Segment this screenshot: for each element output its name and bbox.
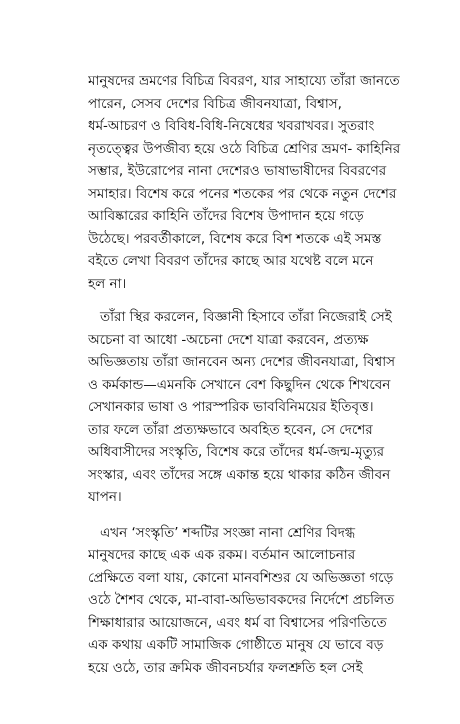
- text-line: মানুষদের ভ্রমণের বিচিত্র বিবরণ, যার সাহায্যে তাঁরা জানতে: [88, 73, 400, 89]
- paragraph-2: [88, 306, 406, 509]
- text-line: অভিজ্ঞতায় তাঁরা জানবেন অন্য দেশের জীবনযাত্রা, বিশ্বাস: [88, 354, 396, 370]
- text-line: হয়ে ওঠে, তার ক্রমিক জীবনচর্যার ফলশ্রুতি হল সেই: [88, 659, 363, 676]
- text-line: সংস্কার, এবং তাঁদের সঙ্গে একান্ত হয়ে থাকার কঠিন জীবন: [88, 466, 391, 483]
- text-line: আবিষ্কারের কাহিনি তাঁদের বিশেষ উপাদান হয়ে গড়ে: [88, 208, 364, 224]
- text-line: এখন ‘সংস্কৃতি’ শব্দটির সংজ্ঞা নানা শ্রেণির বিদগ্ধ: [100, 524, 356, 541]
- text-line: এক কথায় একটি সামাজিক গোষ্ঠীতে মানুষ যে ভাবে বড়: [88, 637, 384, 653]
- text-line: প্রেক্ষিতে বলা যায়, কোনো মানবশিশুর যে অভিজ্ঞতা গড়ে: [88, 569, 394, 586]
- text-line: হল না।: [88, 275, 127, 292]
- text-line: পারেন, সেসব দেশের বিচিত্র জীবনযাত্রা, বিশ্বাস,: [88, 95, 342, 112]
- text-line: সম্ভার, ইউরোপের নানা দেশেরও ভাষাভাষীদের বিবরণের: [88, 163, 387, 179]
- text-line: অধিবাসীদের সংস্কৃতি, বিশেষ করে তাঁদের ধর্ম-জন্ম-মৃত্যুর: [88, 444, 385, 460]
- paragraph-1: [88, 70, 406, 295]
- text-line: উঠেছে। পরবর্তীকালে, বিশেষ করে বিশ শতকে এই সমস্ত: [88, 230, 382, 247]
- text-line: নৃতত্ত্বের উপজীব্য হয়ে ওঠে বিচিত্র শ্রেণির ভ্রমণ- কাহিনির: [88, 140, 401, 157]
- text-line: ওঠে শৈশব থেকে, মা-বাবা-অভিভাবকদের নির্দেশে প্রচলিত: [88, 592, 395, 608]
- paragraph-3: [88, 522, 406, 680]
- text-line: ধর্ম-আচরণ ও বিবিধ-বিধি-নিষেধের খবরাখবর। সুতরাং: [88, 118, 375, 134]
- text-line: তাঁরা স্থির করলেন, বিজ্ঞানী হিসাবে তাঁরা নিজেরাই সেই: [100, 309, 392, 325]
- text-line: সেখানকার ভাষা ও পারস্পরিক ভাববিনিময়ের ইতিবৃত্ত।: [88, 399, 374, 415]
- text-line: মানুষদের কাছে এক এক রকম। বর্তমান আলোচনার: [88, 547, 356, 563]
- text-line: অচেনা বা আধো -অচেনা দেশে যাত্রা করবেন, প্রত্যক্ষ: [88, 331, 369, 348]
- text-line: সমাহার। বিশেষ করে পনের শতকের পর থেকে নতুন দেশের: [88, 185, 397, 202]
- book-page: [88, 70, 406, 690]
- text-line: বইতে লেখা বিবরণ তাঁদের কাছে আর যথেষ্ট বলে মনে: [88, 253, 374, 269]
- text-line: ও কর্মকান্ড—এমনকি সেখানে বেশ কিছুদিন থেকে শিখবেন: [88, 376, 391, 393]
- text-line: শিক্ষাধারার আয়োজনে, এবং ধর্ম বা বিশ্বাসের পরিণতিতে: [88, 614, 387, 631]
- text-line: যাপন।: [88, 489, 122, 505]
- text-line: তার ফলে তাঁরা প্রত্যক্ষভাবে অবহিত হবেন, সে দেশের: [88, 421, 373, 438]
